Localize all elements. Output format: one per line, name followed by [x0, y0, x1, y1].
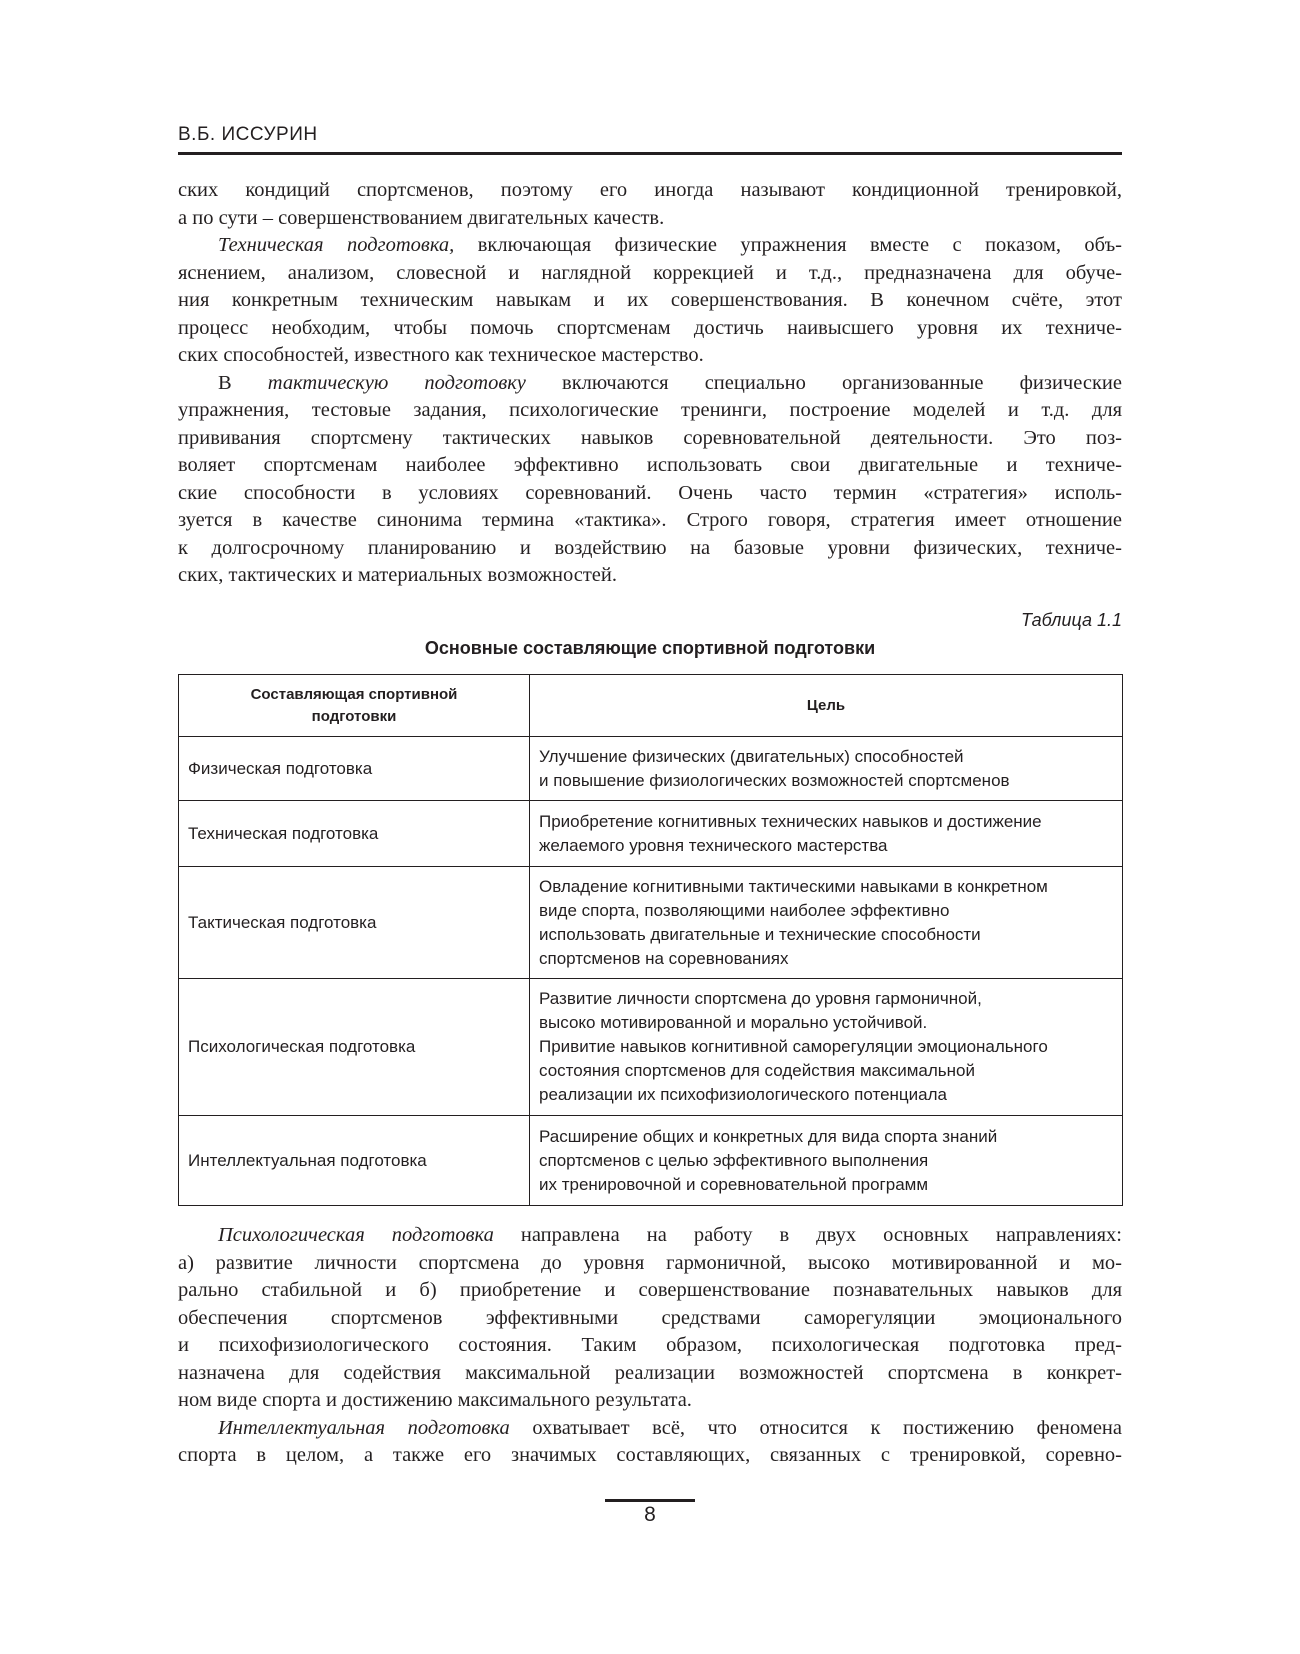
line-content [178, 425, 1122, 453]
paragraph-line [178, 1387, 1122, 1415]
text-run: а по сути – совершенствованием двигательных качеств. [178, 206, 665, 229]
text-run: к долгосрочному планированию и воздействию на базовые уровни физических, техниче- [178, 536, 1122, 559]
goal-line: виде спорта, позволяющими наиболее эффективно [539, 900, 950, 920]
component-cell: Тактическая подготовка [179, 867, 530, 979]
goal-line: Развитие личности спортсмена до уровня гармоничной, [539, 989, 982, 1008]
table-title: Основные составляющие спортивной подготовки [424, 638, 876, 658]
paragraph-line [178, 397, 1122, 425]
text-run: охватывает всё, что относится к постижению феномена [509, 1416, 1122, 1439]
paragraph-line [178, 315, 1122, 343]
component-cell: Интеллектуальная подготовка [179, 1116, 530, 1206]
line-content [178, 315, 1122, 343]
text-run: включающая физические упражнения вместе с показом, объ- [454, 234, 1123, 256]
header-rule [178, 152, 1122, 155]
goal-line: их тренировочной и соревновательной программ [539, 1174, 929, 1194]
italic-term: тактическую подготовку [267, 371, 526, 394]
line-content [178, 507, 1122, 535]
paragraph-line [178, 1222, 1122, 1250]
table-row [179, 1116, 1123, 1206]
paragraph-line [178, 562, 1122, 590]
text-run: спорта в целом, а также его значимых составляющих, связанных с тренировкой, соревно- [178, 1444, 1122, 1466]
italic-term: Техническая подготовка, [218, 234, 455, 256]
line-content [178, 205, 1122, 233]
paragraph-line [178, 452, 1122, 480]
italic-term: Психологическая подготовка [218, 1224, 494, 1246]
text-run: процесс необходим, чтобы помочь спортсменам достичь наивысшего уровня их техниче- [178, 316, 1122, 339]
table-row [179, 801, 1123, 867]
text-run: зуется в качестве синонима термина «тактика». Строго говоря, стратегия имеет отношение [178, 509, 1122, 531]
table-row [179, 737, 1123, 801]
column-header-goal: Цель [530, 675, 1123, 737]
goal-line: использовать двигательные и технические способности [539, 924, 981, 944]
table-label: Таблица 1.1 [1020, 610, 1122, 630]
goal-line: Овладение когнитивными тактическими навыками в конкретном [539, 876, 1048, 896]
line-content [218, 1415, 1122, 1443]
text-run: и психофизиологического состояния. Таким образом, психологическая подготовка пред- [178, 1334, 1122, 1356]
footer-rule [605, 1499, 695, 1502]
line-content [178, 1387, 1122, 1415]
line-content [178, 260, 1122, 288]
line-content [178, 452, 1122, 480]
text-run: воляет спортсменам наиболее эффективно использовать свои двигательные и техниче- [178, 454, 1122, 476]
goal-line: Приобретение когнитивных технических навыков и достижение [539, 811, 1042, 831]
body-text-bottom [178, 1222, 1122, 1470]
paragraph-line [178, 507, 1122, 535]
paragraph-line [178, 1332, 1122, 1360]
paragraph-line [178, 1442, 1122, 1470]
goal-line: Привитие навыков когнитивной саморегуляции эмоционального [539, 1037, 1048, 1056]
text-run: назначена для содействия максимальной реализации возможностей спортсмена в конкрет- [178, 1361, 1122, 1384]
line-content [178, 535, 1122, 563]
page-number: 8 [644, 1503, 656, 1526]
text-run: ния конкретным техническим навыкам и их совершенствования. В конечном счёте, этот [178, 289, 1122, 311]
line-content [178, 397, 1122, 425]
text-run: яснением, анализом, словесной и наглядной коррекцией и т.д., предназначена для обуче- [178, 261, 1122, 284]
text-run: включаются специально организованные физические [525, 371, 1122, 394]
text-run: рально стабильной и б) приобретение и совершенствование познавательных навыков для [178, 1279, 1122, 1301]
goal-cell [530, 979, 1123, 1116]
goal-line: высоко мотивированной и морально устойчивой. [539, 1013, 928, 1032]
line-content [178, 287, 1122, 315]
components-table [178, 674, 1123, 1206]
text-run: а) развитие личности спортсмена до уровня гармоничной, высоко мотивированной и мо- [178, 1251, 1122, 1274]
paragraph-line [178, 1305, 1122, 1333]
paragraph-line [178, 370, 1122, 398]
text-run: прививания спортсмену тактических навыков соревновательной деятельности. Это поз- [178, 426, 1122, 449]
table-row [179, 979, 1123, 1116]
line-content [178, 562, 1122, 590]
component-cell: Техническая подготовка [179, 801, 530, 867]
paragraph-line [178, 1250, 1122, 1278]
goal-line: Улучшение физических (двигательных) способностей [539, 746, 964, 766]
line-content [218, 1222, 1122, 1250]
table-header-row [179, 675, 1123, 737]
goal-line: желаемого уровня технического мастерства [539, 835, 888, 855]
goal-cell [530, 801, 1123, 867]
text-run: ских, тактических и материальных возможностей. [178, 564, 617, 586]
column-header-component [179, 675, 530, 737]
text-run: ских кондиций спортсменов, поэтому его иногда называют кондиционной тренировкой, [178, 179, 1122, 201]
paragraph-line [178, 205, 1122, 233]
text-run: упражнения, тестовые задания, психологические тренинги, построение моделей и т.д. для [178, 399, 1122, 421]
goal-line: спортсменов с целью эффективного выполнения [539, 1150, 929, 1170]
goal-line: и повышение физиологических возможностей спортсменов [539, 770, 1010, 790]
paragraph-line [178, 232, 1122, 260]
paragraph-line [178, 177, 1122, 205]
paragraph-line [178, 535, 1122, 563]
line-content [178, 480, 1122, 508]
text-run: В [218, 371, 268, 394]
text-run: ном виде спорта и достижению максимального результата. [178, 1389, 692, 1411]
line-content [218, 232, 1122, 260]
goal-cell [530, 1116, 1123, 1206]
line-content [178, 1305, 1122, 1333]
running-head-author: В.Б. ИССУРИН [178, 124, 318, 145]
paragraph-line [178, 287, 1122, 315]
goal-cell [530, 737, 1123, 801]
line-content [178, 1332, 1122, 1360]
line-content [178, 1250, 1122, 1278]
line-content [178, 1277, 1122, 1305]
text-run: обеспечения спортсменов эффективными средствами саморегуляции эмоционального [178, 1306, 1122, 1329]
goal-line: состояния спортсменов для содействия максимальной [539, 1061, 975, 1080]
component-cell: Физическая подготовка [179, 737, 530, 801]
body-text-top [178, 177, 1122, 590]
italic-term: Интеллектуальная подготовка [218, 1416, 510, 1439]
paragraph-line [178, 260, 1122, 288]
paragraph-line [178, 425, 1122, 453]
line-content [178, 1360, 1122, 1388]
line-content [178, 1442, 1122, 1470]
paragraph-line [178, 1415, 1122, 1443]
column-header-text: Составляющая спортивной подготовки [250, 685, 458, 725]
paragraph-line [178, 480, 1122, 508]
table-row [179, 867, 1123, 979]
goal-cell [530, 867, 1123, 979]
text-run: ских способностей, известного как техническое мастерство. [178, 344, 704, 366]
goal-line: Расширение общих и конкретных для вида спорта знаний [539, 1126, 998, 1146]
line-content [178, 342, 1122, 370]
goal-line: спортсменов на соревнованиях [539, 948, 789, 968]
paragraph-line [178, 1360, 1122, 1388]
paragraph-line [178, 342, 1122, 370]
text-run: ские способности в условиях соревнований. Очень часто термин «стратегия» исполь- [178, 481, 1122, 504]
paragraph-line [178, 1277, 1122, 1305]
goal-line: реализации их психофизиологического потенциала [539, 1085, 947, 1104]
text-run: направлена на работу в двух основных направлениях: [493, 1224, 1122, 1246]
line-content [218, 370, 1122, 398]
line-content [178, 177, 1122, 205]
component-cell: Психологическая подготовка [179, 979, 530, 1116]
